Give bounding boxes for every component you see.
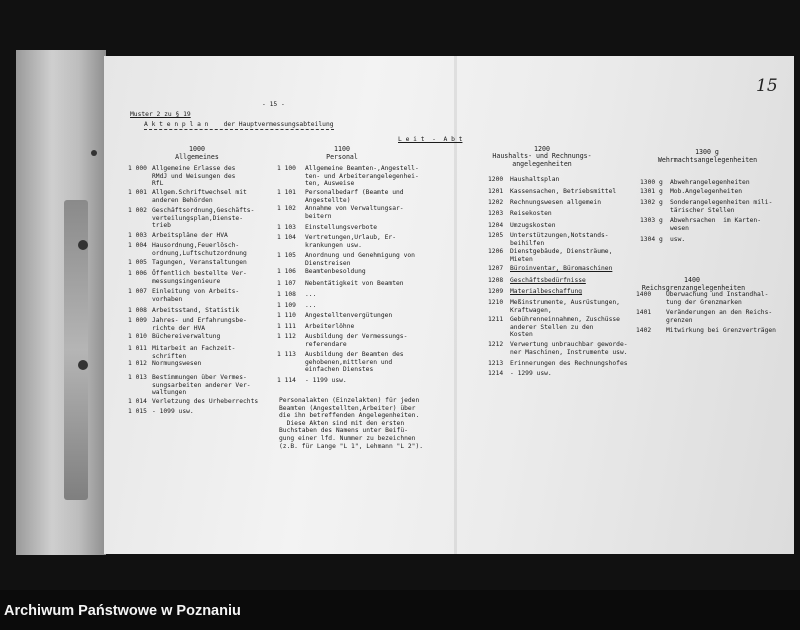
personalakten-note: Personalakten (Einzelakten) für jeden Beamten (Angestellten,Arbeiter) über die ihn betreffenden Angelegenheiten. Diese Akten sind mit den ersten Buchstaben des Namens unter Beifü- gung einer lfd. Nummer zu bezeichnen (z.B. für Lange "L 1", Lehmann "L 2"). (279, 397, 424, 450)
entry-text: Verwertung unbrauchbar geworde- ner Maschinen, Instrumente usw. (510, 341, 628, 356)
entry-number: 1 003 (128, 232, 147, 239)
entry-number: 1214 (488, 370, 504, 377)
entry-text: Kassensachen, Betriebsmittel (510, 188, 617, 195)
entry-text: - 1199 usw. (305, 377, 347, 384)
entry-number: 1301 g (640, 188, 663, 195)
entry-number: 1 010 (128, 333, 147, 340)
entry-text: Beamtenbesoldung (305, 268, 366, 275)
page-title: A k t e n p l a n der Hauptvermessungsabteilung (144, 121, 334, 128)
col-1300-number: 1300 g (695, 148, 719, 156)
entry-number: 1207 (488, 265, 504, 272)
entry-number: 1 014 (128, 398, 147, 405)
entry-number: 1 012 (128, 360, 147, 367)
entry-text: usw. (670, 236, 686, 243)
entry-number: 1 008 (128, 307, 147, 314)
entry-number: 1 101 (277, 189, 296, 196)
folder-binder (16, 50, 106, 555)
entry-number: 1400 (636, 291, 652, 298)
entry-text: Ausbildung der Vermessungs- referendare (305, 333, 408, 348)
entry-text: Reisekosten (510, 210, 552, 217)
entry-text: Tagungen, Veranstaltungen (152, 259, 247, 266)
entry-number: 1 113 (277, 351, 296, 358)
entry-text: Überwachung und Instandhal- tung der Grenzmarken (666, 291, 769, 306)
entry-number: 1 107 (277, 280, 296, 287)
entry-text: Ausbildung der Beamten des gehobenen,mittleren und einfachen Dienstes (305, 351, 404, 374)
entry-number: 1205 (488, 232, 504, 239)
entry-number: 1 114 (277, 377, 296, 384)
entry-text: Sonderangelegenheiten mili- tärischer Stellen (670, 199, 773, 214)
entry-number: 1 110 (277, 312, 296, 319)
entry-text: Geschäftsordnung,Geschäfts- verteilungsplan,Dienste- trieb (152, 207, 255, 230)
col-1100-number: 1100 (334, 145, 350, 153)
entry-number: 1203 (488, 210, 504, 217)
col-1400-number: 1400 (684, 276, 700, 284)
entry-number: 1201 (488, 188, 504, 195)
entry-text: Annahme von Verwaltungsar- beitern (305, 205, 404, 220)
entry-number: 1 000 (128, 165, 147, 172)
entry-number: 1 004 (128, 242, 147, 249)
entry-number: 1 103 (277, 224, 296, 231)
entry-number: 1 006 (128, 270, 147, 277)
entry-number: 1 106 (277, 268, 296, 275)
entry-text: ... (305, 302, 317, 309)
entry-number: 1200 (488, 176, 504, 183)
entry-text: Meßinstrumente, Ausrüstungen, Kraftwagen, (510, 299, 620, 314)
leit-abt-label: L e i t - A b t (398, 136, 463, 143)
entry-text: Bestimmungen über Vermes- sungsarbeiten anderer Ver- waltungen (152, 374, 251, 397)
col-1200-number: 1200 (534, 145, 550, 153)
entry-text: - 1099 usw. (152, 408, 194, 415)
entry-text: Veränderungen an den Reichs- grenzen (666, 309, 773, 324)
punch-hole (91, 150, 97, 156)
entry-text: Materialbeschaffung (510, 288, 583, 295)
col-1400-name: Reichsgrenzangelegenheiten (641, 284, 746, 292)
col-1000-number: 1000 (189, 145, 205, 153)
entry-text: Umzugskosten (510, 222, 556, 229)
entry-text: Unterstützungen,Notstands- beihilfen (510, 232, 609, 247)
entry-text: Dienstgebäude, Diensträume, Mieten (510, 248, 613, 263)
entry-number: 1213 (488, 360, 504, 367)
entry-text: Personalbedarf (Beamte und Angestellte) (305, 189, 404, 204)
col-1200-name: Haushalts- und Rechnungs- angelegenheiten (492, 152, 592, 168)
entry-text: Büchereiverwaltung (152, 333, 221, 340)
entry-text: Abwehrangelegenheiten (670, 179, 750, 186)
entry-number: 1 002 (128, 207, 147, 214)
page-number: - 15 - (262, 101, 285, 108)
entry-text: Öffentlich bestellte Ver- messungsingenieure (152, 270, 247, 285)
entry-number: 1401 (636, 309, 652, 316)
entry-text: Mitwirkung bei Grenzverträgen (666, 327, 776, 334)
entry-text: Allgemeine Beamten-,Angestell- ten- und Arbeiterangelegenhei- ten, Ausweise (305, 165, 419, 188)
entry-number: 1209 (488, 288, 504, 295)
muster-label: Muster 2 zu § 19 (130, 111, 191, 118)
entry-number: 1 102 (277, 205, 296, 212)
entry-number: 1206 (488, 248, 504, 255)
entry-text: Mitarbeit an Fachzeit- schriften (152, 345, 236, 360)
entry-text: Nebentätigkeit von Beamten (305, 280, 404, 287)
entry-text: Verletzung des Urheberrechts (152, 398, 259, 405)
entry-number: 1 015 (128, 408, 147, 415)
entry-text: Arbeitsstand, Statistik (152, 307, 240, 314)
entry-text: Arbeiterlöhne (305, 323, 355, 330)
entry-number: 1304 g (640, 236, 663, 243)
entry-text: - 1299 usw. (510, 370, 552, 377)
entry-text: Anordnung und Genehmigung von Dienstreisen (305, 252, 415, 267)
col-1100-name: Personal (326, 153, 358, 161)
entry-number: 1 112 (277, 333, 296, 340)
entry-text: Angestelltenvergütungen (305, 312, 393, 319)
col-1300-name: Wehrmachtsangelegenheiten (657, 156, 758, 164)
entry-number: 1 109 (277, 302, 296, 309)
entry-text: Abwehrsachen im Karten- wesen (670, 217, 761, 232)
entry-number: 1300 g (640, 179, 663, 186)
entry-text: Erinnerungen des Rechnungshofes (510, 360, 628, 367)
entry-text: Vertretungen,Urlaub, Er- krankungen usw. (305, 234, 396, 249)
entry-number: 1 105 (277, 252, 296, 259)
entry-text: Normungswesen (152, 360, 202, 367)
punch-hole (78, 360, 88, 370)
entry-number: 1 108 (277, 291, 296, 298)
entry-number: 1212 (488, 341, 504, 348)
handwritten-page-number: 15 (756, 76, 778, 96)
entry-text: Einleitung von Arbeits- vorhaben (152, 288, 240, 303)
entry-number: 1210 (488, 299, 504, 306)
entry-text: Büroinventar, Büromaschinen (510, 265, 613, 272)
entry-text: Arbeitspläne der HVA (152, 232, 228, 239)
archive-footer: Archiwum Państwowe w Poznaniu (4, 603, 241, 619)
entry-number: 1 104 (277, 234, 296, 241)
entry-number: 1 005 (128, 259, 147, 266)
entry-text: Allgem.Schriftwechsel mit anderen Behörden (152, 189, 247, 204)
entry-text: ... (305, 291, 317, 298)
entry-number: 1 013 (128, 374, 147, 381)
entry-number: 1 100 (277, 165, 296, 172)
entry-number: 1 011 (128, 345, 147, 352)
entry-text: Einstellungsverbote (305, 224, 378, 231)
entry-number: 1402 (636, 327, 652, 334)
entry-number: 1 009 (128, 317, 147, 324)
entry-number: 1 111 (277, 323, 296, 330)
entry-number: 1303 g (640, 217, 663, 224)
entry-number: 1202 (488, 199, 504, 206)
entry-text: Rechnungswesen allgemein (510, 199, 601, 206)
punch-hole (78, 240, 88, 250)
entry-number: 1 007 (128, 288, 147, 295)
sheet-fold (454, 56, 457, 554)
entry-number: 1211 (488, 316, 504, 323)
entry-text: Gebührenneinnahmen, Zuschüsse anderer Stellen zu den Kosten (510, 316, 620, 339)
entry-number: 1302 g (640, 199, 663, 206)
entry-text: Jahres- und Erfahrungsbe- richte der HVA (152, 317, 247, 332)
entry-number: 1204 (488, 222, 504, 229)
entry-number: 1 001 (128, 189, 147, 196)
entry-text: Allgemeine Erlasse des RMdJ und Weisungen des RfL (152, 165, 236, 188)
col-1000-name: Allgemeines (175, 153, 219, 161)
entry-text: Hausordnung,Feuerlösch- ordnung,Luftschutzordnung (152, 242, 247, 257)
entry-text: Geschäftsbedürfnisse (510, 277, 586, 284)
entry-text: Mob.Angelegenheiten (670, 188, 743, 195)
entry-text: Haushaltsplan (510, 176, 560, 183)
entry-number: 1208 (488, 277, 504, 284)
